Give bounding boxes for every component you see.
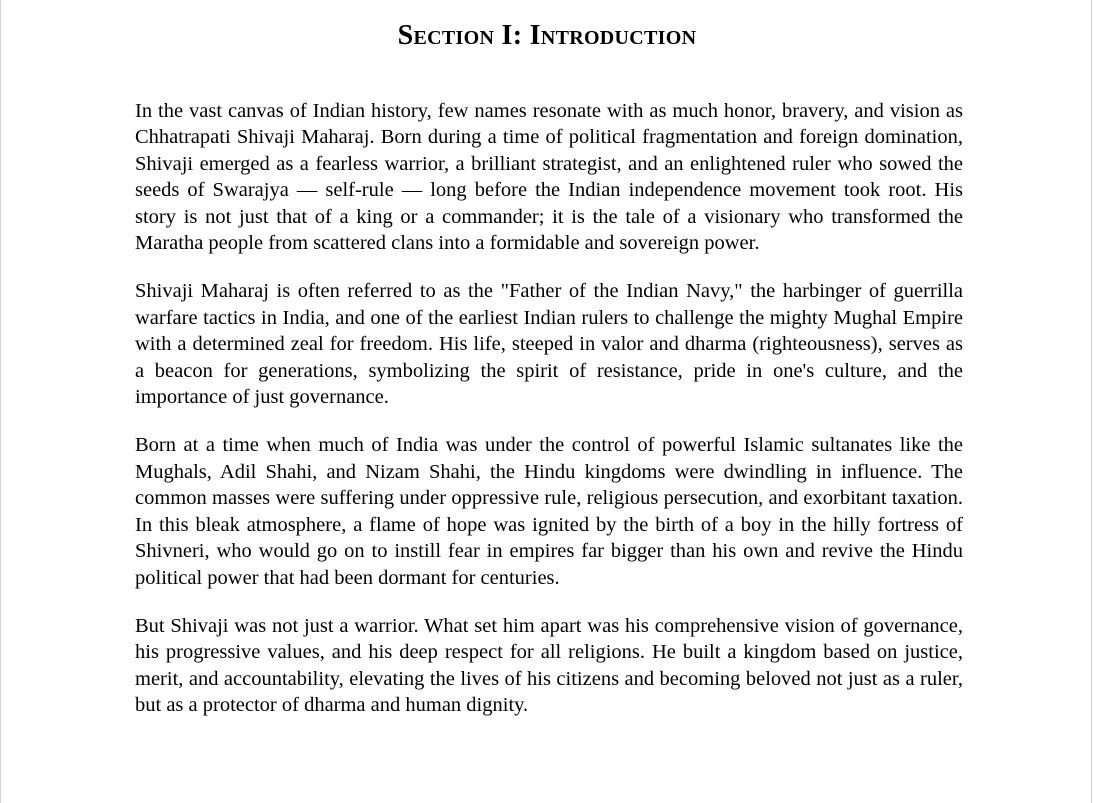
paragraph-2: Shivaji Maharaj is often referred to as the "Father of the Indian Navy," the harbinger of guerrilla warfare tactics in India, and one of the earliest Indian rulers to challenge the mighty Mughal Empire with a determined zeal for freedom. His life, steeped in valor and dharma (righteousness), serves as a beacon for generations, symbolizing the spirit of resistance, pride in one's culture, and the importance of just governance.: [135, 280, 963, 409]
paragraph-3: Born at a time when much of India was under the control of powerful Islamic sultanates like the Mughals, Adil Shahi, and Nizam Shahi, the Hindu kingdoms were dwindling in influence. The common masses were suffering under oppressive rule, religious persecution, and exorbitant taxation. In this bleak atmosphere, a flame of hope was ignited by the birth of a boy in the hilly fortress of Shivneri, who would go on to instill fear in empires far bigger than his own and revive the Hindu political power that had been dormant for centuries.: [135, 434, 963, 589]
paragraph-4: But Shivaji was not just a warrior. What set him apart was his comprehensive vision of governance, his progressive values, and his deep respect for all religions. He built a kingdom based on justice, merit, and accountability, elevating the lives of his citizens and becoming beloved not just as a ruler, but as a protector of dharma and human dignity.: [135, 614, 963, 717]
section-title: Section I: Introduction: [397, 20, 697, 51]
paragraph-1: In the vast canvas of Indian history, few names resonate with as much honor, bravery, and vision as Chhatrapati Shivaji Maharaj. Born during a time of political fragmentation and foreign domination, Shivaji emerged as a fearless warrior, a brilliant strategist, and an enlightened ruler who sowed the seeds of Swarajya — self-rule — long before the Indian independence movement took root. His story is not just that of a king or a commander; it is the tale of a visionary who transformed the Maratha people from scattered clans into a formidable and sovereign power.: [135, 100, 963, 255]
document-body: [135, 98, 963, 741]
